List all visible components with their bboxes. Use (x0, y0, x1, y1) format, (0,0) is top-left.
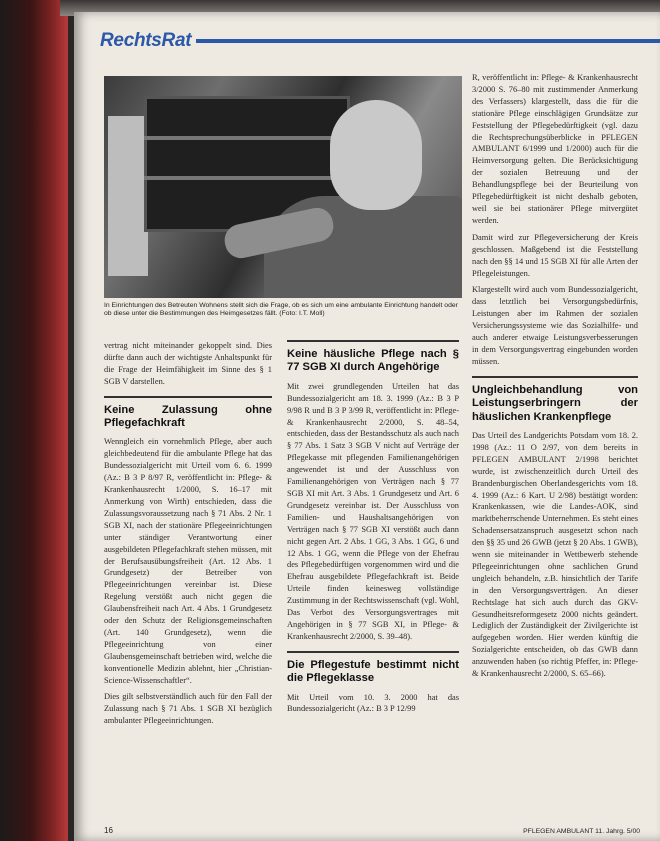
page-number: 16 (104, 826, 113, 835)
column-left (104, 340, 272, 732)
paragraph: Mit Urteil vom 10. 3. 2000 hat das Bundessozialgericht (Az.: B 3 P 12/99 (287, 692, 459, 714)
column-middle (287, 340, 459, 720)
heading-box (104, 396, 272, 431)
section-heading: Ungleichbehandlung von Leistungserbringern der häuslichen Krankenpflege (472, 383, 638, 423)
paragraph: vertrag nicht miteinander gekoppelt sind. Dies dürfte dann auch der wichtigste Anhaltspunkt für die Frage der Heimfähigkeit im Sinne des § 1 SGB V darstellen. (104, 341, 272, 386)
column-right (472, 72, 638, 685)
paragraph: Das Urteil des Landgerichts Potsdam vom 18. 2. 1998 (Az.: 11 O 2/97, von dem bereits in PFLEGEN AMBULANT 2/1998 berichtet wurde, ist zwischenzeitlich durch Urteil des Brandenburgischen Oberlandesgerichts vom 18. 4. 1999 (Az.: 6 Kart. U 2/98) bestätigt worden: Krankenkassen, wie die Landes-AOK, sind marktbeherrschende Unternehmen. Es steht eines Schadensersatzanspruch ausgesetzt schon nach den §§ 35 und 26 GWB (jetzt § 20 Abs. 1 GWB), wenn sie miteinander in Wettbewerb stehende Pflegeeinrichtungen ohne sachlichen Grund ungleich behandeln, z.B. hinsichtlich der Tarife in den Versorgungsverträgen. An dieser Rechtslage hat sich auch durch das GKV-Gesundheitsreformgesetz 2000 nichts geändert. Lediglich der Zuständigkeit der Zivilgerichte ist aufgegeben worden. Hier werden künftig die Sozialgerichte entscheiden, ob das GWB dann anzuwenden haben (so richtig Pfeffer, in: Pflege- & Krankenhausrecht 2/2000, S. 65–66). (472, 430, 638, 679)
paragraph: Mit zwei grundlegenden Urteilen hat das Bundessozialgericht am 18. 3. 1999 (Az.: B 3 P 9/98 R und B 3 P 3/99 R, veröffentlicht in: Pflege- & Krankenhausrecht 2/2000, S. 48–54, entschieden, dass der Bestandsschutz als auch nach § 77 Abs. 1 Satz 3 SGB V nicht auf Verträge der Pflegekasse mit pflegenden Familienangehörigen angewendet ist und der Ausschluss von Familienangehörigen von Verträgen nach § 77 SGB XI mit Art. 3 Abs. 1 Grundgesetz und Art. 6 Grundgesetz vereinbar ist. Der Ausschluss von Familien- und Haushaltsangehörigen von Verträgen nach § 77 SGB XI verstößt auch dann nicht gegen Art. 2 Abs. 1 GG, 3 Abs. 1 GG, 6 und 12 Abs. 1 GG, wenn die Pflege von der Ehefrau des Pflegebedürftigen vorgenommen wird und die Ehefrau ausgebildete Pflegefachkraft ist. Beide Urteile finden keinesweg vollständige Zustimmung in der Rechtswissenschaft (vgl. Wohl, Das Verbot des Versorgungsvertrages mit Angehörigen in § 77 SGB XI, in Pflege- & Krankenhausrecht 2/2000, S. 39–48). (287, 381, 459, 641)
photo-window (108, 116, 148, 276)
book-spine-edge (0, 0, 68, 841)
header-rule (196, 39, 660, 43)
article-photo (104, 76, 462, 298)
paragraph: Klargestellt wird auch vom Bundessozialgericht, dass letztlich bei Versorgungsbedürfnis, Leistungen aber im Rahmen der sozialen Versicherungssysteme wie das Sozialhilfe- und auch anderer etwaige Leistungsverbesserungen in dem Versorgungsvertrag eingebunden worden müssen. (472, 285, 638, 366)
photo-shelf (144, 136, 344, 140)
section-header (100, 30, 660, 56)
section-heading: Keine häusliche Pflege nach § 77 SGB XI durch Angehörige (287, 348, 459, 374)
paragraph: R, veröffentlicht in: Pflege- & Krankenhausrecht 3/2000 S. 76–80 mit zustimmender Anmerkung des Verfassers) klargestellt, dass die für die stationäre Pflege einschlägigen Grundsätze zur Feststellung der Pflegebedürftigkeit (vgl. dazu die Rechtsprechungsüberblicke in PFLEGEN AMBULANT 6/1999 und 1/2000) auch für die Heimversorgung gelten. Die Berücksichtigung der sozialen Betreuung und der Behandlungspflege bei der Beurteilung von Pflegebedürftigkeit ist nicht deshalb geboten, weil sie bei stationärer Pflege mitvergütet werden. (472, 73, 638, 225)
photo-shelf (144, 176, 344, 180)
heading-box (472, 376, 638, 424)
section-heading: Die Pflegestufe bestimmt nicht die Pflegeklasse (287, 658, 459, 685)
photo-person-head (330, 100, 422, 210)
section-brand: RechtsRat (100, 30, 192, 51)
journal-footer: PFLEGEN AMBULANT 11. Jahrg. 5/00 (523, 828, 640, 835)
photo-caption: In Einrichtungen des Betreuten Wohnens stellt sich die Frage, ob es sich um eine ambulante Einrichtung handelt oder ob diese unter die Bestimmungen des Heimgesetzes fällt. (Foto: I.T. Moll) (104, 302, 458, 318)
paragraph: Dies gilt selbstverständlich auch für den Fall der Zulassung nach § 71 Abs. 1 SGB XI bezüglich ambulanter Pflegeeinrichtungen. (104, 692, 272, 726)
paragraph: Wenngleich ein vornehmlich Pflege, aber auch gleichbedeutend für die ambulante Pflege hat das Bundessozialgericht mit Urteil vom 6. 6. 1999 (Az.: B 3 P 8/97 R, veröffentlicht in: Pflege- & Krankenhausrecht 1/2000, S. 16–17 mit Anmerkung von Wirth) entschieden, dass die Zulassungsvoraussetzung nach § 71 Abs. 2 Nr. 1 SGB XI, nach der stationäre Pflegeeinrichtungen unter ständiger Verantwortung einer ausgebildeten Pflegefachkraft stehen müssen, mit der Berufsausübungsfreiheit (Art. 12 Abs. 1 Grundgesetz) der Betreiber von Pflegeeinrichtungen vereinbar ist. Diese Regelung verstößt auch nicht gegen die Glaubensfreiheit nach Art. 4 Abs. 1 Grundgesetz oder den Schutz der Religionsgemeinschaften (Art. 140 Grundgesetz), wenn die Pflegeeinrichtung von einer Glaubensgemeinschaft betrieben wird, welche die konventionelle Medizin ablehnt, hier „Christian-Science-Wissenschaftler“. (104, 437, 272, 685)
section-heading: Keine Zulassung ohne Pflegefachkraft (104, 403, 272, 430)
heading-box (287, 340, 459, 375)
paragraph: Damit wird zur Pflegeversicherung der Kreis geschlossen. Maßgebend ist die Feststellung nach den §§ 14 und 15 SGB XI für alle Arten der Pflegeleistungen. (472, 232, 638, 278)
heading-box (287, 651, 459, 686)
magazine-page (74, 12, 660, 841)
